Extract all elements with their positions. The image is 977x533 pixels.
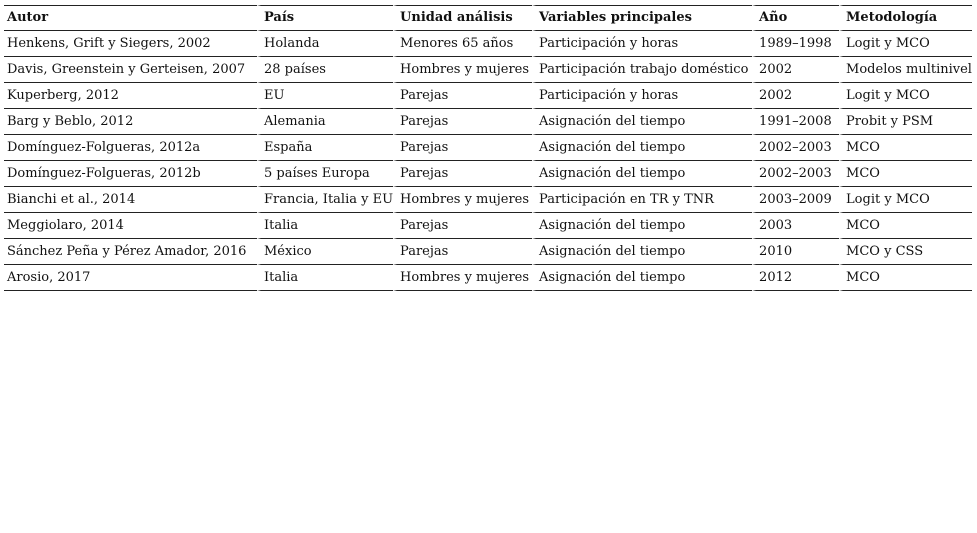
cell-anio: 2002–2003 [752, 161, 839, 187]
cell-pais: Holanda [257, 31, 393, 57]
cell-unidad-analisis: Parejas [393, 135, 532, 161]
cell-unidad-analisis: Parejas [393, 213, 532, 239]
cell-anio: 1991–2008 [752, 109, 839, 135]
cell-anio: 2002 [752, 83, 839, 109]
cell-anio: 2002 [752, 57, 839, 83]
cell-pais: 5 países Europa [257, 161, 393, 187]
cell-unidad-analisis: Hombres y mujeres [393, 187, 532, 213]
cell-variables-principales: Asignación del tiempo [532, 265, 752, 291]
table-row [4, 83, 972, 109]
cell-anio: 2003 [752, 213, 839, 239]
header-autor: Autor [4, 5, 257, 31]
cell-autor: Meggiolaro, 2014 [4, 213, 257, 239]
header-row [4, 5, 972, 31]
header-metodologia: Metodología [839, 5, 972, 31]
cell-autor: Barg y Beblo, 2012 [4, 109, 257, 135]
cell-pais: España [257, 135, 393, 161]
header-variables-principales: Variables principales [532, 5, 752, 31]
cell-anio: 2002–2003 [752, 135, 839, 161]
cell-autor: Bianchi et al., 2014 [4, 187, 257, 213]
cell-unidad-analisis: Hombres y mujeres [393, 265, 532, 291]
cell-variables-principales: Participación trabajo doméstico [532, 57, 752, 83]
cell-metodologia: MCO [839, 161, 972, 187]
cell-autor: Domínguez-Folgueras, 2012b [4, 161, 257, 187]
cell-metodologia: Logit y MCO [839, 187, 972, 213]
header-pais: País [257, 5, 393, 31]
cell-pais: Italia [257, 213, 393, 239]
cell-anio: 1989–1998 [752, 31, 839, 57]
table-header [4, 5, 972, 31]
table-row [4, 135, 972, 161]
cell-unidad-analisis: Menores 65 años [393, 31, 532, 57]
cell-unidad-analisis: Parejas [393, 83, 532, 109]
cell-autor: Kuperberg, 2012 [4, 83, 257, 109]
table-row [4, 57, 972, 83]
cell-autor: Domínguez-Folgueras, 2012a [4, 135, 257, 161]
table-row [4, 187, 972, 213]
table-row [4, 213, 972, 239]
table-row [4, 239, 972, 265]
cell-variables-principales: Asignación del tiempo [532, 135, 752, 161]
cell-variables-principales: Participación y horas [532, 31, 752, 57]
table-body [4, 31, 972, 291]
cell-pais: Francia, Italia y EU [257, 187, 393, 213]
cell-autor: Davis, Greenstein y Gerteisen, 2007 [4, 57, 257, 83]
cell-pais: Alemania [257, 109, 393, 135]
cell-unidad-analisis: Hombres y mujeres [393, 57, 532, 83]
cell-variables-principales: Participación en TR y TNR [532, 187, 752, 213]
cell-metodologia: Probit y PSM [839, 109, 972, 135]
cell-anio: 2003–2009 [752, 187, 839, 213]
cell-pais: Italia [257, 265, 393, 291]
cell-variables-principales: Asignación del tiempo [532, 213, 752, 239]
cell-metodologia: MCO y CSS [839, 239, 972, 265]
cell-unidad-analisis: Parejas [393, 161, 532, 187]
cell-pais: EU [257, 83, 393, 109]
cell-metodologia: MCO [839, 135, 972, 161]
cell-pais: 28 países [257, 57, 393, 83]
table-row [4, 109, 972, 135]
cell-metodologia: MCO [839, 213, 972, 239]
cell-metodologia: Logit y MCO [839, 31, 972, 57]
cell-autor: Arosio, 2017 [4, 265, 257, 291]
cell-metodologia: Modelos multinivel [839, 57, 972, 83]
cell-variables-principales: Asignación del tiempo [532, 239, 752, 265]
cell-variables-principales: Participación y horas [532, 83, 752, 109]
cell-anio: 2010 [752, 239, 839, 265]
literature-review-table [4, 5, 972, 291]
table-row [4, 31, 972, 57]
header-anio: Año [752, 5, 839, 31]
cell-autor: Sánchez Peña y Pérez Amador, 2016 [4, 239, 257, 265]
cell-unidad-analisis: Parejas [393, 109, 532, 135]
cell-metodologia: Logit y MCO [839, 83, 972, 109]
cell-pais: México [257, 239, 393, 265]
cell-autor: Henkens, Grift y Siegers, 2002 [4, 31, 257, 57]
cell-variables-principales: Asignación del tiempo [532, 161, 752, 187]
cell-anio: 2012 [752, 265, 839, 291]
cell-unidad-analisis: Parejas [393, 239, 532, 265]
cell-metodologia: MCO [839, 265, 972, 291]
table-row [4, 161, 972, 187]
table-row [4, 265, 972, 291]
header-unidad-analisis: Unidad análisis [393, 5, 532, 31]
cell-variables-principales: Asignación del tiempo [532, 109, 752, 135]
